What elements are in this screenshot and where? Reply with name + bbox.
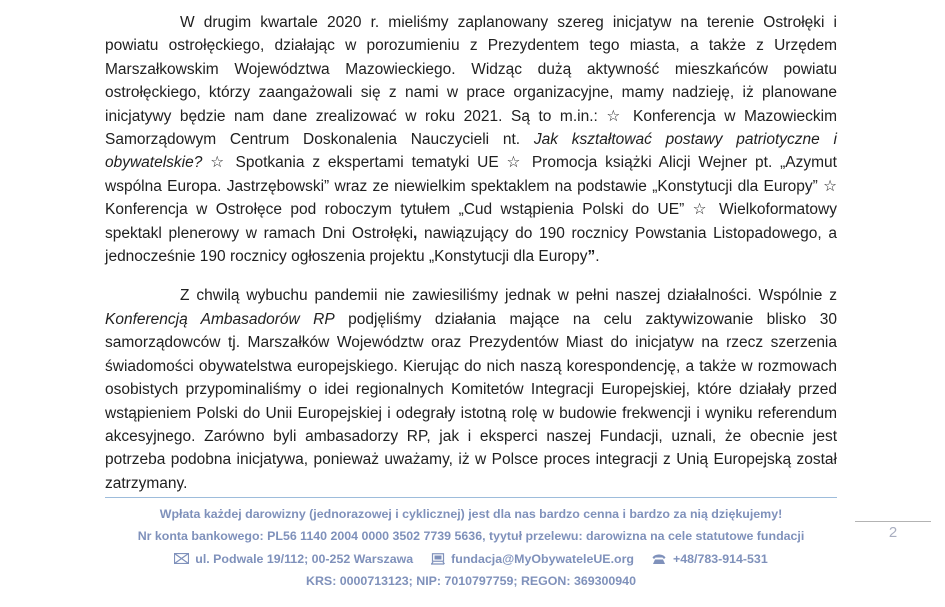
paragraph-1-bold-comma: ,: [413, 224, 418, 242]
paragraph-1: [105, 11, 837, 268]
footer-address-text: ul. Podwale 19/112; 00-252 Warszawa: [195, 551, 414, 566]
paragraph-2: [105, 284, 837, 495]
footer-donation-note: Wpłata każdej darowizny (jednorazowej i cyklicznej) jest dla nas bardzo cenna i bardzo za nią dziękujemy!: [159, 507, 783, 521]
computer-icon: [430, 553, 445, 565]
paragraph-1-text: ☆ Spotkania z ekspertami tematyki UE ☆ Promocja książki Alicji Wejner pt. „Azymut wspólna Europa. Jastrzębowski” wraz ze niewielkim spektaklem na podstawie „Konstytucji dla Europy” ☆ Konferencja w Ostrołęce pod roboczym tytułem „Cud wstąpienia Polski do UE” ☆ Wielkoformatowy spektakl plenerowy w ramach Dni Ostrołęki: [105, 154, 837, 242]
phone-icon: [651, 553, 667, 565]
paragraph-2-text: Z chwilą wybuchu pandemii nie zawiesiliśmy jednak w pełni naszej działalności. Wspólnie z: [180, 287, 837, 305]
footer-bank-account: Nr konta bankowego: PL56 1140 2004 0000 3502 7739 5636, tyytuł przelewu: darowizna na cele statutowe fundacji: [137, 529, 805, 544]
paragraph-1-text: nawiązujący do 190 rocznicy Powstania Listopadowego, a jednocześnie 190 rocznicy ogłoszenia projektu „Konstytucji dla Europy: [105, 224, 837, 266]
footer-phone-item: [651, 548, 768, 570]
paragraph-2-italic-name: Konferencją Ambasadorów RP: [105, 310, 335, 328]
page-number: 2: [888, 524, 898, 541]
footer-phone-text: +48/783-914-531: [672, 551, 768, 566]
page-number-box: [855, 521, 931, 541]
footer-contact-row: [105, 548, 837, 570]
footer-email-item: [430, 548, 634, 570]
footer-registry-numbers: KRS: 0000713123; NIP: 7010797759; REGON: 369300940: [306, 573, 636, 588]
footer-email-text: fundacja@MyObywateleUE.org: [451, 551, 634, 566]
footer-address-item: [174, 548, 413, 570]
paragraph-1-bold-quote: ”: [587, 248, 596, 266]
paragraph-1-italic-title: Jak kształtować postawy patriotyczne i obywatelskie?: [105, 131, 837, 172]
envelope-icon: [174, 553, 189, 564]
paragraph-1-text: W drugim kwartale 2020 r. mieliśmy zaplanowany szereg inicjatyw na terenie Ostrołęki i powiatu ostrołęckiego, działając w porozumieniu z Prezydentem tego miasta, a także z Urzędem Marszałkowskim Województwa Mazowieckiego. Widząc dużą aktywność mieszkańców powiatu ostrołęckiego, którzy zaangażowali się z nami w prace organizacyjne, mamy nadzieję, iż planowane inicjatywy będzie nam dane zrealizować w roku 2021. Są to m.in.: ☆ Konferencja w Mazowieckim Samorządowym Centrum Doskonalenia Nauczycieli nt.: [105, 14, 837, 149]
paragraph-2-text: podjęliśmy działania mające na celu zaktywizowanie blisko 30 samorządowców tj. Marszałków Województw oraz Prezydentów Miast do inicjatyw na rzecz szerzenia świadomości obywatelstwa europejskiego. Kierując do nich naszą korespondencję, a także w rozmowach osobistych przypominaliśmy o idei regionalnych Komitetów Integracji Europejskiej, które działały przed wstąpieniem Polski do Unii Europejskiej i odegrały istotną rolę w budowie frekwencji i wyniku referendum akcesyjnego. Zarówno byli ambasadorzy RP, jak i eksperci naszej Fundacji, uznali, że obecnie jest potrzeba podobna inicjatywa, ponieważ uważamy, iż w Polsce proces integracji z Unią Europejską został zatrzymany.: [105, 310, 837, 492]
paragraph-1-text: .: [595, 248, 600, 266]
page-body-text: [105, 11, 837, 495]
page-footer: [105, 497, 837, 592]
